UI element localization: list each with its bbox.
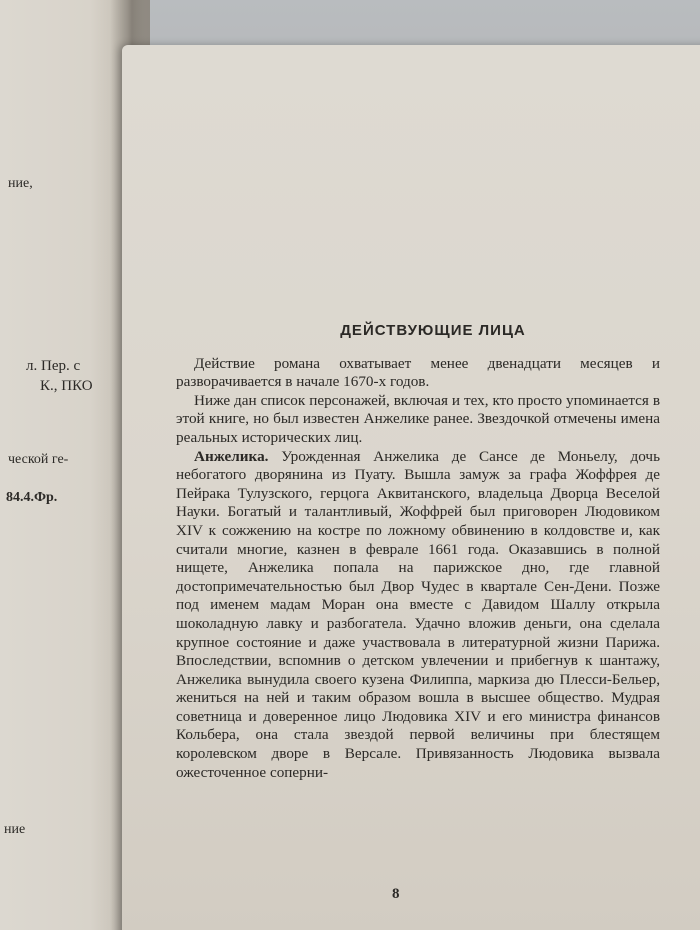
page-number: 8 xyxy=(392,886,400,902)
character-entry xyxy=(176,448,660,783)
left-page-fragment: л. Пер. с xyxy=(26,358,81,374)
character-description: Урожденная Анжелика де Сансе де Моньелу, дочь небогатого дворянина из Пуату. Вышла замуж за графа Жоффрея де Пейрака Тулузского, герцога Аквитанского, владельца Дворца Веселой Науки. Богатый и талантливый, Жоффрей был приговорен Людовиком XIV к сожжению на костре по ложному обвинению в колдовстве и, как считали многие, казнен в феврале 1661 года. Оказавшись в полной нищете, Анжелика попала на парижское дно, где главной достопримечательностью был Двор Чудес в квартале Сен-Дени. Позже под именем мадам Моран она вместе с Давидом Шаллу открыла шоколадную лавку и разбогатела. Удачно вложив деньги, она сделала крупное состояние и даже участвовала в литературной жизни Парижа. Впоследствии, вспомнив о детском увлечении и прибегнув к шантажу, Анжелика вынудила своего кузена Филиппа, маркиза дю Плесси-Бельер, жениться на ней и таким образом вошла в высшее общество. Мудрая советница и доверенное лицо Людовика XIV и его министра финансов Кольбера, она стала звездой первой величины при блестящем королевском дворе в Версале. Привязанность Людовика вызвала ожесточенное соперни- xyxy=(176,447,660,781)
left-page-fragment: ние xyxy=(4,822,26,837)
left-page-fragment: ние, xyxy=(8,176,33,191)
left-page-fragment: К., ПКО xyxy=(40,378,93,394)
page-content xyxy=(176,322,660,782)
page-title: ДЕЙСТВУЮЩИЕ ЛИЦА xyxy=(340,322,526,339)
intro-paragraph-1: Действие романа охватывает менее двенадцати месяцев и разворачивается в начале 1670-х годов. xyxy=(176,354,660,391)
intro-paragraph-2: Ниже дан список персонажей, включая и тех, кто просто упоминается в этой книге, но был известен Анжелике ранее. Звездочкой отмечены имена реальных исторических лиц. xyxy=(176,391,660,446)
left-page-fragment: 84.4.Фр. xyxy=(6,490,58,505)
character-name: Анжелика. xyxy=(194,447,269,465)
left-page-fragment: ческой ге- xyxy=(8,452,69,467)
